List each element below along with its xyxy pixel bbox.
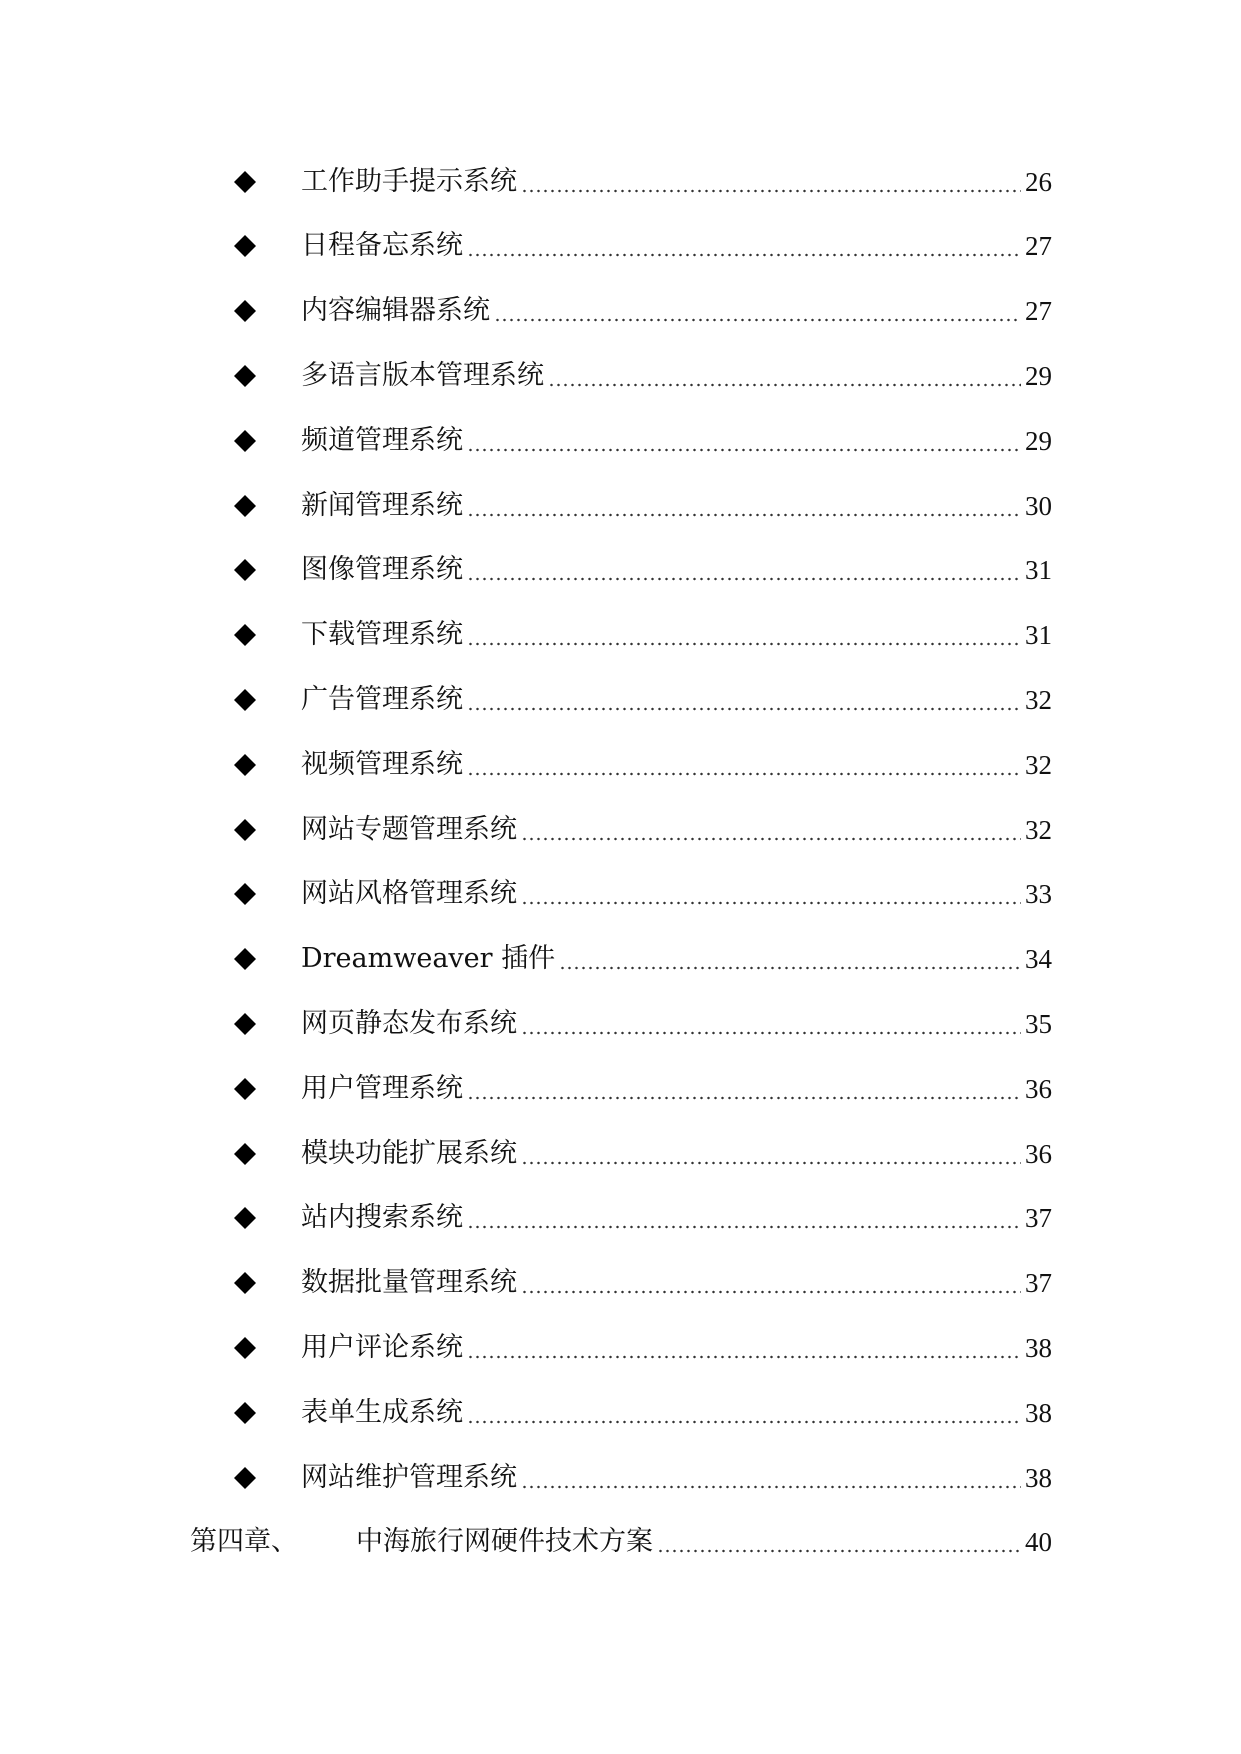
toc-entry[interactable] <box>233 810 1052 850</box>
diamond-bullet-icon <box>233 1077 257 1101</box>
toc-entry[interactable] <box>233 421 1052 461</box>
toc-entry-page: 37 <box>1025 1268 1052 1298</box>
toc-entry-page: 35 <box>1025 1009 1052 1039</box>
toc-entry-title: 广告管理系统 <box>301 684 463 715</box>
dot-leader <box>521 837 1021 841</box>
dot-leader <box>467 1420 1021 1424</box>
toc-entry-page: 36 <box>1025 1074 1052 1104</box>
toc-entry-page: 29 <box>1025 426 1052 456</box>
toc-entry-title: 内容编辑器系统 <box>301 295 490 326</box>
toc-entry[interactable] <box>233 745 1052 785</box>
dot-leader <box>467 448 1021 452</box>
diamond-bullet-icon <box>233 1271 257 1295</box>
toc-entry-page: 27 <box>1025 296 1052 326</box>
diamond-bullet-icon <box>233 1142 257 1166</box>
toc-entry-page: 31 <box>1025 555 1052 585</box>
toc-entry-title: 图像管理系统 <box>301 554 463 585</box>
toc-entry[interactable] <box>233 939 1052 979</box>
dot-leader <box>521 1290 1021 1294</box>
dot-leader <box>467 707 1021 711</box>
toc-entry[interactable] <box>233 1069 1052 1109</box>
toc-entry-title: 日程备忘系统 <box>301 230 463 261</box>
dot-leader <box>467 1355 1021 1359</box>
toc-entry-page: 29 <box>1025 361 1052 391</box>
diamond-bullet-icon <box>233 299 257 323</box>
toc-entry[interactable] <box>233 615 1052 655</box>
toc-entry-title: 网站维护管理系统 <box>301 1462 517 1493</box>
diamond-bullet-icon <box>233 364 257 388</box>
toc-entry-title: 数据批量管理系统 <box>301 1267 517 1298</box>
toc-entry[interactable] <box>233 550 1052 590</box>
dot-leader <box>467 577 1021 581</box>
toc-entry-page: 38 <box>1025 1398 1052 1428</box>
toc-entry[interactable] <box>233 1134 1052 1174</box>
diamond-bullet-icon <box>233 558 257 582</box>
diamond-bullet-icon <box>233 1012 257 1036</box>
toc-entry-page: 33 <box>1025 879 1052 909</box>
toc-entry[interactable] <box>233 1328 1052 1368</box>
diamond-bullet-icon <box>233 1206 257 1230</box>
toc-entry[interactable] <box>233 1393 1052 1433</box>
dot-leader <box>521 189 1021 193</box>
dot-leader <box>559 966 1021 970</box>
toc-chapter-entry[interactable] <box>190 1522 1052 1562</box>
dot-leader <box>657 1549 1021 1553</box>
toc-entry-title: 表单生成系统 <box>301 1397 463 1428</box>
toc-entry-page: 26 <box>1025 167 1052 197</box>
chapter-title: 中海旅行网硬件技术方案 <box>356 1526 653 1557</box>
dot-leader <box>521 901 1021 905</box>
toc-entry-page: 37 <box>1025 1203 1052 1233</box>
toc-entry[interactable] <box>233 291 1052 331</box>
toc-entry-title: 频道管理系统 <box>301 425 463 456</box>
toc-entry-page: 27 <box>1025 231 1052 261</box>
toc-entry[interactable] <box>233 1263 1052 1303</box>
toc-entry-page: 38 <box>1025 1463 1052 1493</box>
toc-entry-title: 站内搜索系统 <box>301 1202 463 1233</box>
toc-entry[interactable] <box>233 486 1052 526</box>
diamond-bullet-icon <box>233 1401 257 1425</box>
dot-leader <box>494 318 1021 322</box>
toc-entry-title: 用户管理系统 <box>301 1073 463 1104</box>
diamond-bullet-icon <box>233 753 257 777</box>
toc-entry-title: 视频管理系统 <box>301 749 463 780</box>
toc-entry[interactable] <box>233 226 1052 266</box>
toc-entry-page: 32 <box>1025 750 1052 780</box>
diamond-bullet-icon <box>233 882 257 906</box>
toc-entry-page: 38 <box>1025 1333 1052 1363</box>
toc-entry-page: 34 <box>1025 944 1052 974</box>
toc-entry-title: 用户评论系统 <box>301 1332 463 1363</box>
chapter-number: 第四章、 <box>190 1526 298 1557</box>
toc-entry-title: 多语言版本管理系统 <box>301 360 544 391</box>
chapter-page: 40 <box>1025 1527 1052 1557</box>
diamond-bullet-icon <box>233 623 257 647</box>
diamond-bullet-icon <box>233 818 257 842</box>
dot-leader <box>467 772 1021 776</box>
diamond-bullet-icon <box>233 688 257 712</box>
toc-entry[interactable] <box>233 1198 1052 1238</box>
diamond-bullet-icon <box>233 1466 257 1490</box>
dot-leader <box>521 1161 1021 1165</box>
dot-leader <box>521 1031 1021 1035</box>
toc-entry[interactable] <box>233 162 1052 202</box>
diamond-bullet-icon <box>233 1336 257 1360</box>
diamond-bullet-icon <box>233 170 257 194</box>
toc-entry[interactable] <box>233 874 1052 914</box>
diamond-bullet-icon <box>233 234 257 258</box>
toc-entry-title: 新闻管理系统 <box>301 490 463 521</box>
toc-entry[interactable] <box>233 356 1052 396</box>
toc-entry-page: 32 <box>1025 815 1052 845</box>
diamond-bullet-icon <box>233 947 257 971</box>
toc-entry-title: Dreamweaver 插件 <box>301 943 556 974</box>
toc-entry-page: 36 <box>1025 1139 1052 1169</box>
dot-leader <box>467 253 1021 257</box>
dot-leader <box>521 1485 1021 1489</box>
toc-entry-title: 下载管理系统 <box>301 619 463 650</box>
dot-leader <box>467 1225 1021 1229</box>
dot-leader <box>467 1096 1021 1100</box>
diamond-bullet-icon <box>233 494 257 518</box>
dot-leader <box>548 383 1021 387</box>
toc-entry-page: 32 <box>1025 685 1052 715</box>
toc-entry-page: 30 <box>1025 491 1052 521</box>
toc-entry-title: 网页静态发布系统 <box>301 1008 517 1039</box>
toc-entry-title: 模块功能扩展系统 <box>301 1138 517 1169</box>
toc-entry[interactable] <box>233 1458 1052 1498</box>
toc-entry-title: 工作助手提示系统 <box>301 166 517 197</box>
toc-entry[interactable] <box>233 680 1052 720</box>
toc-entry[interactable] <box>233 1004 1052 1044</box>
dot-leader <box>467 513 1021 517</box>
diamond-bullet-icon <box>233 429 257 453</box>
toc-entry-title: 网站专题管理系统 <box>301 814 517 845</box>
toc-entry-page: 31 <box>1025 620 1052 650</box>
toc-entry-title: 网站风格管理系统 <box>301 878 517 909</box>
dot-leader <box>467 642 1021 646</box>
